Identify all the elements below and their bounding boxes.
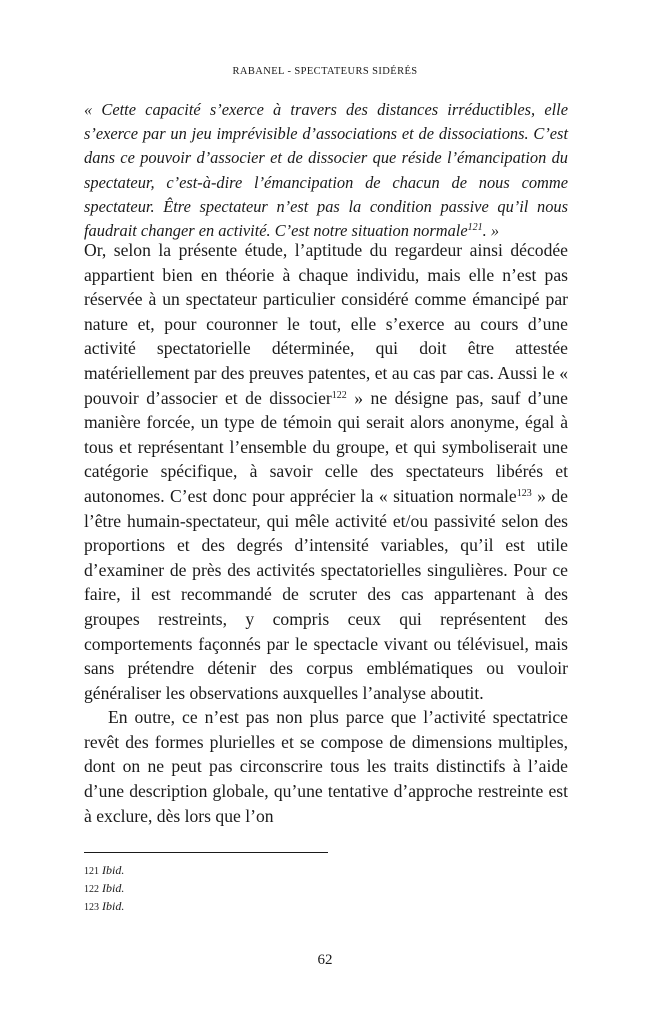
quote-text: « Cette capacité s’exerce à travers des distances irréductibles, elle s’exerce par un jeu imprévisible d’associations et de dissociations. C’est dans ce pouvoir d’associer et de dissocier que réside l’émancipation du spectateur, c’est-à-dire l’émancipation de chacun de nous comme spectateur. Être spectateur n’est pas la condition passive qu’il nous faudrait changer en activité. C’est notre situation normale xyxy=(84,100,568,241)
footnote-separator xyxy=(84,852,328,853)
paragraph-text: Or, selon la présente étude, l’aptitude du regardeur ainsi décodée appartient bien en théorie à chaque individu, mais elle n’est pas réservée à un spectateur particulier considéré comme émancipé par nature et, pour couronner le tout, elle s’exerce au cours d’une activité spectatorielle déterminée, qui doit être attestée matériellement par des preuves patentes, et au cas par cas. Aussi le « pouvoir d’associer et de dissocier xyxy=(84,240,568,408)
footnote xyxy=(84,880,124,898)
running-head: RABANEL - SPECTATEURS SIDÉRÉS xyxy=(232,66,418,77)
body-text xyxy=(84,238,568,828)
paragraph-text: » de l’être humain-spectateur, qui mêle activité et/ou passivité selon des proportions et des degrés d’intensité variables, qu’il est utile d’examiner de près des activités spectatorielles singulières. Pour ce faire, il est recommandé de scruter des cas appartenant à des groupes restreints, y compris ceux qui représentent des comportements façonnés par le spectacle vivant ou télévisuel, mais sans prétendre détenir des corpus emblématiques ou vouloir généraliser les observations auxquelles l’analyse aboutit. xyxy=(84,485,568,703)
block-quote xyxy=(84,98,568,243)
footnote-ref-122: 122 xyxy=(331,389,347,401)
footnote xyxy=(84,862,124,880)
footnotes xyxy=(84,862,124,916)
paragraph-text: » ne désigne pas, sauf d’une manière forcée, un type de témoin qui serait alors anonyme, égal à tous et représentant l’ensemble du groupe, et qui symboliserait une catégorie spécifique, à savoir celle des spectateurs libérés et autonomes. C’est donc pour apprécier la « situation normale xyxy=(84,387,568,506)
footnote-number: 122 xyxy=(84,884,99,895)
footnote-text: Ibid. xyxy=(102,863,125,877)
footnote-number: 123 xyxy=(84,902,99,913)
page-number: 62 xyxy=(317,952,333,968)
paragraph xyxy=(84,238,568,705)
footnote-ref-121: 121 xyxy=(467,222,483,234)
footnote xyxy=(84,898,124,916)
quote-closing: . » xyxy=(482,221,500,241)
footnote-ref-123: 123 xyxy=(516,487,532,499)
footnote-text: Ibid. xyxy=(102,899,125,913)
paragraph: En outre, ce n’est pas non plus parce que l’activité spectatrice revêt des formes plurielles et se compose de dimensions multiples, dont on ne peut pas circonscrire tous les traits distinctifs à l’aide d’une description globale, qu’une tentative d’approche restreinte est à exclure, dès lors que l’on xyxy=(84,707,568,826)
footnote-number: 121 xyxy=(84,866,99,877)
footnote-text: Ibid. xyxy=(102,881,125,895)
